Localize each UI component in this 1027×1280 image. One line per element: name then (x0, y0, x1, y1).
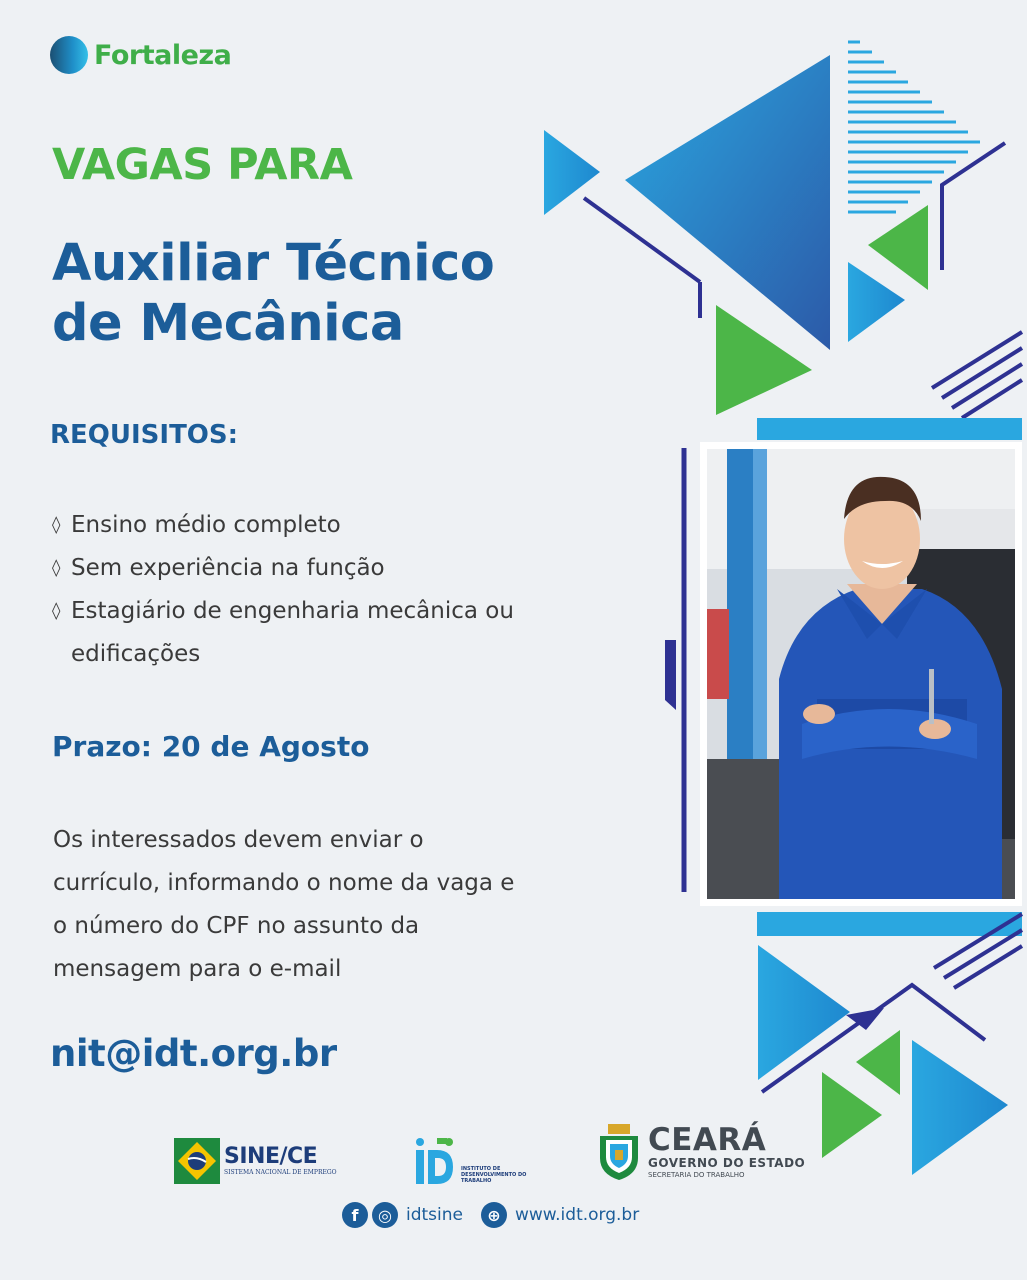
globe-icon: ⊕ (481, 1202, 507, 1228)
stripes-mid (932, 332, 1022, 418)
triangle-large-blue (625, 55, 830, 350)
brand-logo-circle (50, 36, 88, 74)
idt-logo: INSTITUTO DE DESENVOLVIMENTO DO TRABALHO (413, 1136, 531, 1186)
instructions-text: Os interessados devem enviar o currículo, informando o nome da vaga e o número do CPF no assunto da mensagem para o e-mail (53, 827, 515, 982)
list-item: ◊ Ensino médio completo (52, 504, 592, 547)
mechanic-image (707, 449, 1015, 899)
diamond-bullet-icon: ◊ (52, 601, 61, 621)
social-links (342, 1202, 653, 1228)
idt-mark-icon (413, 1136, 457, 1186)
ceara-coat-of-arms-icon (598, 1124, 640, 1180)
triangle-blue-2 (848, 262, 905, 342)
brand-header (50, 36, 231, 74)
triangle-green-bottom-2 (822, 1072, 882, 1158)
email-link[interactable]: nit@idt.org.br (50, 1032, 337, 1075)
deadline: Prazo: 20 de Agosto (52, 730, 370, 763)
sine-ce-logo: SINE/CE SISTEMA NACIONAL DE EMPREGO (174, 1138, 337, 1184)
list-item: ◊ Estagiário de engenharia mecânica ou edificações (52, 590, 592, 676)
brazil-flag-icon (174, 1138, 220, 1184)
list-item: ◊ Sem experiência na função (52, 547, 592, 590)
website-link[interactable]: www.idt.org.br (515, 1205, 640, 1225)
instagram-icon[interactable]: ◎ (372, 1202, 398, 1228)
mechanic-photo (700, 442, 1022, 906)
triangle-green-2 (868, 205, 928, 290)
ceara-government-logo: CEARÁ GOVERNO DO ESTADO SECRETARIA DO TRABALHO (598, 1124, 805, 1180)
diamond-bullet-icon: ◊ (52, 558, 61, 578)
triangle-blue-bottom-2 (912, 1040, 1008, 1175)
requirements-list (52, 504, 592, 676)
social-handle[interactable]: idtsine (406, 1205, 463, 1225)
brand-name: Fortaleza (94, 39, 232, 71)
headline: VAGAS PARA (52, 140, 353, 190)
requirements-title: REQUISITOS: (50, 420, 239, 450)
diamond-bullet-icon: ◊ (52, 515, 61, 535)
job-title: Auxiliar Técnico de Mecânica (52, 234, 495, 353)
facebook-icon[interactable]: f (342, 1202, 368, 1228)
triangle-green-bottom (856, 1030, 900, 1095)
stripes-top (848, 42, 980, 212)
